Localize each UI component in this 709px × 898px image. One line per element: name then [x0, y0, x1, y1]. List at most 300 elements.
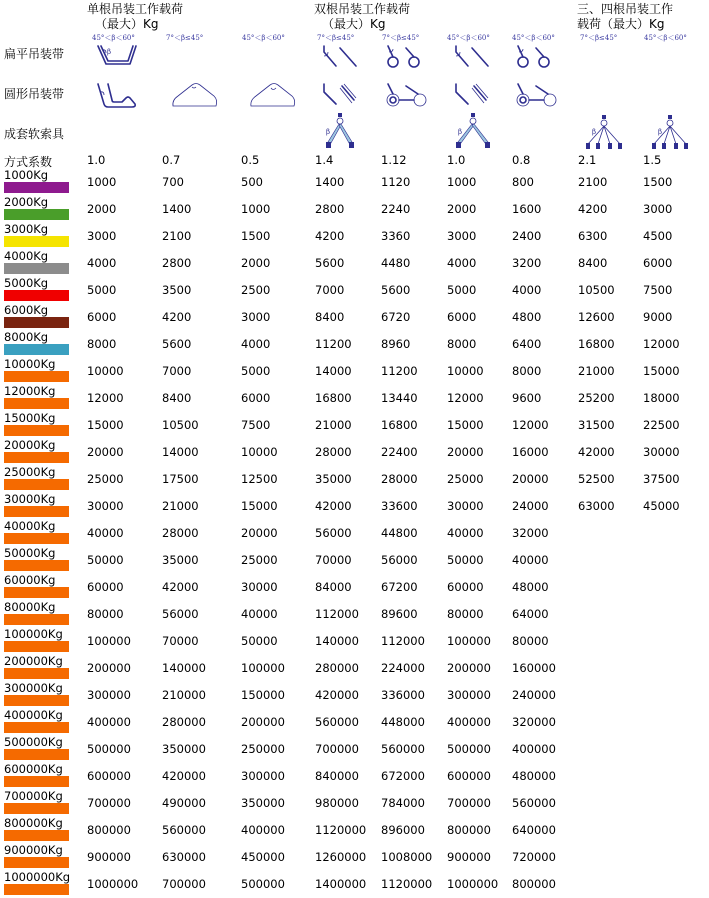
load-value-cell: 5600 [315, 256, 345, 270]
load-value-cell: 40000 [241, 607, 278, 621]
load-value-cell: 37500 [643, 472, 680, 486]
four-leg-chain-icon [650, 114, 690, 150]
load-value-cell: 6000 [241, 391, 271, 405]
load-value-cell: 42000 [578, 445, 615, 459]
mode-factor-value: 2.1 [578, 153, 597, 167]
load-value-cell: 1120 [381, 175, 411, 189]
capacity-color-swatch [4, 749, 69, 760]
capacity-label: 3000Kg [4, 222, 49, 236]
load-value-cell: 35000 [162, 553, 199, 567]
capacity-label: 4000Kg [4, 249, 49, 263]
two-leg-chain-icon [322, 112, 362, 150]
load-value-cell: 2000 [447, 202, 477, 216]
load-value-cell: 64000 [512, 607, 549, 621]
load-value-cell: 1500 [643, 175, 673, 189]
double-leg-header-line2: （最大）Kg [322, 17, 386, 31]
load-value-cell: 1400 [162, 202, 192, 216]
load-value-cell: 400000 [241, 823, 285, 837]
single-leg-header [87, 2, 183, 32]
load-value-cell: 52500 [578, 472, 615, 486]
angle-label: 7°＜β≤45° [382, 34, 420, 42]
load-value-cell: 80000 [87, 607, 124, 621]
mode-factor-value: 0.8 [512, 153, 531, 167]
angle-label: 7°＜β≤45° [580, 34, 618, 42]
load-value-cell: 800000 [87, 823, 131, 837]
load-value-cell: 10000 [241, 445, 278, 459]
load-value-cell: 500000 [87, 742, 131, 756]
load-value-cell: 150000 [241, 688, 285, 702]
capacity-label: 400000Kg [4, 708, 63, 722]
capacity-label: 1000Kg [4, 168, 49, 182]
capacity-label: 600000Kg [4, 762, 63, 776]
load-value-cell: 2500 [241, 283, 271, 297]
load-value-cell: 224000 [381, 661, 425, 675]
load-value-cell: 15000 [87, 418, 124, 432]
capacity-color-swatch [4, 479, 69, 490]
load-value-cell: 300000 [447, 688, 491, 702]
load-value-cell: 16800 [315, 391, 352, 405]
capacity-color-swatch [4, 344, 69, 355]
load-value-cell: 28000 [381, 472, 418, 486]
load-value-cell: 70000 [162, 634, 199, 648]
load-value-cell: 2400 [512, 229, 542, 243]
round-sling-double-icon [320, 80, 365, 110]
load-value-cell: 4000 [512, 283, 542, 297]
load-value-cell: 2240 [381, 202, 411, 216]
load-value-cell: 784000 [381, 796, 425, 810]
load-value-cell: 40000 [512, 553, 549, 567]
capacity-color-swatch [4, 803, 69, 814]
load-value-cell: 6720 [381, 310, 411, 324]
load-value-cell: 1008000 [381, 850, 433, 864]
round-sling-basket-icon [92, 80, 142, 110]
load-value-cell: 9000 [643, 310, 673, 324]
load-value-cell: 33600 [381, 499, 418, 513]
load-value-cell: 22500 [643, 418, 680, 432]
load-value-cell: 320000 [512, 715, 556, 729]
rigging-set-label: 成套软索具 [4, 127, 65, 141]
load-value-cell: 1600 [512, 202, 542, 216]
capacity-label: 20000Kg [4, 438, 56, 452]
load-value-cell: 210000 [162, 688, 206, 702]
mode-factor-label: 方式系数 [4, 155, 53, 169]
load-value-cell: 10000 [447, 364, 484, 378]
multi-leg-header [577, 2, 673, 32]
load-value-cell: 28000 [315, 445, 352, 459]
capacity-color-swatch [4, 722, 69, 733]
angle-label: 7°＜β≤45° [317, 34, 355, 42]
load-value-cell: 2000 [241, 256, 271, 270]
load-value-cell: 12000 [447, 391, 484, 405]
capacity-color-swatch [4, 425, 69, 436]
multi-leg-header-line2: 载荷（最大）Kg [577, 17, 665, 31]
capacity-color-swatch [4, 560, 69, 571]
capacity-color-swatch [4, 695, 69, 706]
multi-leg-header-line1: 三、四根吊装工作 [577, 2, 674, 16]
load-value-cell: 336000 [381, 688, 425, 702]
load-value-cell: 50000 [447, 553, 484, 567]
load-value-cell: 8000 [87, 337, 117, 351]
capacity-color-swatch [4, 398, 69, 409]
load-value-cell: 10500 [578, 283, 615, 297]
angle-label: 45°＜β＜60° [512, 34, 555, 42]
mode-factor-value: 0.7 [162, 153, 181, 167]
load-value-cell: 400000 [512, 742, 556, 756]
load-value-cell: 280000 [162, 715, 206, 729]
load-value-cell: 1000 [241, 202, 271, 216]
round-sling-basket-wide-icon [170, 80, 220, 110]
load-value-cell: 70000 [315, 553, 352, 567]
load-value-cell: 56000 [162, 607, 199, 621]
load-value-cell: 40000 [87, 526, 124, 540]
load-value-cell: 7000 [315, 283, 345, 297]
load-value-cell: 12000 [87, 391, 124, 405]
load-value-cell: 140000 [315, 634, 359, 648]
capacity-color-swatch [4, 236, 69, 247]
load-value-cell: 8400 [162, 391, 192, 405]
load-value-cell: 6400 [512, 337, 542, 351]
load-value-cell: 8400 [315, 310, 345, 324]
mode-factor-value: 1.0 [447, 153, 466, 167]
load-value-cell: 12000 [512, 418, 549, 432]
load-value-cell: 3360 [381, 229, 411, 243]
capacity-color-swatch [4, 776, 69, 787]
flat-sling-double-choker-icon [384, 42, 429, 70]
load-value-cell: 1400 [315, 175, 345, 189]
load-value-cell: 20000 [512, 472, 549, 486]
load-value-cell: 4480 [381, 256, 411, 270]
load-value-cell: 1260000 [315, 850, 367, 864]
load-value-cell: 17500 [162, 472, 199, 486]
capacity-label: 5000Kg [4, 276, 49, 290]
load-value-cell: 672000 [381, 769, 425, 783]
capacity-label: 25000Kg [4, 465, 56, 479]
load-value-cell: 700000 [447, 796, 491, 810]
load-value-cell: 48000 [512, 580, 549, 594]
load-value-cell: 800000 [512, 877, 556, 891]
load-value-cell: 16800 [381, 418, 418, 432]
load-value-cell: 600000 [87, 769, 131, 783]
load-value-cell: 300000 [87, 688, 131, 702]
load-value-cell: 500000 [241, 877, 285, 891]
load-value-cell: 4000 [87, 256, 117, 270]
angle-label: 45°＜β＜60° [242, 34, 285, 42]
angle-label: 45°＜β＜60° [447, 34, 490, 42]
round-sling-double-icon [452, 80, 497, 110]
load-value-cell: 490000 [162, 796, 206, 810]
capacity-color-swatch [4, 182, 69, 193]
load-value-cell: 200000 [87, 661, 131, 675]
load-value-cell: 22400 [381, 445, 418, 459]
load-value-cell: 4200 [578, 202, 608, 216]
four-leg-chain-icon [584, 114, 624, 150]
capacity-label: 8000Kg [4, 330, 49, 344]
load-value-cell: 30000 [643, 445, 680, 459]
load-value-cell: 980000 [315, 796, 359, 810]
load-value-cell: 450000 [241, 850, 285, 864]
load-value-cell: 89600 [381, 607, 418, 621]
load-value-cell: 6000 [447, 310, 477, 324]
load-value-cell: 420000 [315, 688, 359, 702]
capacity-label: 1000000Kg [4, 870, 71, 884]
load-value-cell: 700000 [162, 877, 206, 891]
load-value-cell: 300000 [241, 769, 285, 783]
load-value-cell: 25000 [447, 472, 484, 486]
load-value-cell: 3000 [87, 229, 117, 243]
two-leg-chain-icon [452, 112, 497, 150]
load-value-cell: 480000 [512, 769, 556, 783]
load-value-cell: 5600 [381, 283, 411, 297]
load-value-cell: 2800 [162, 256, 192, 270]
load-value-cell: 7500 [643, 283, 673, 297]
load-value-cell: 15000 [447, 418, 484, 432]
capacity-color-swatch [4, 884, 69, 895]
mode-factor-value: 1.4 [315, 153, 334, 167]
capacity-color-swatch [4, 614, 69, 625]
load-value-cell: 21000 [578, 364, 615, 378]
angle-label: 7°＜β≤45° [166, 34, 204, 42]
load-value-cell: 5000 [87, 283, 117, 297]
load-value-cell: 63000 [578, 499, 615, 513]
load-value-cell: 5600 [162, 337, 192, 351]
load-value-cell: 896000 [381, 823, 425, 837]
load-value-cell: 80000 [447, 607, 484, 621]
load-value-cell: 280000 [315, 661, 359, 675]
capacity-color-swatch [4, 857, 69, 868]
load-value-cell: 30000 [241, 580, 278, 594]
load-value-cell: 900000 [87, 850, 131, 864]
load-value-cell: 6000 [643, 256, 673, 270]
capacity-label: 15000Kg [4, 411, 56, 425]
capacity-label: 2000Kg [4, 195, 49, 209]
load-value-cell: 4000 [241, 337, 271, 351]
load-value-cell: 5000 [241, 364, 271, 378]
load-value-cell: 60000 [447, 580, 484, 594]
load-value-cell: 640000 [512, 823, 556, 837]
load-value-cell: 16000 [512, 445, 549, 459]
capacity-label: 300000Kg [4, 681, 63, 695]
load-value-cell: 4200 [162, 310, 192, 324]
capacity-label: 200000Kg [4, 654, 63, 668]
load-value-cell: 400000 [87, 715, 131, 729]
capacity-label: 700000Kg [4, 789, 63, 803]
load-value-cell: 3000 [241, 310, 271, 324]
load-value-cell: 56000 [315, 526, 352, 540]
capacity-color-swatch [4, 371, 69, 382]
load-value-cell: 24000 [512, 499, 549, 513]
load-value-cell: 60000 [87, 580, 124, 594]
load-value-cell: 84000 [315, 580, 352, 594]
flat-sling-double-choker-icon [514, 42, 559, 70]
load-value-cell: 240000 [512, 688, 556, 702]
single-leg-header-line1: 单根吊装工作载荷 [87, 2, 184, 16]
double-leg-header-line1: 双根吊装工作载荷 [314, 2, 411, 16]
load-value-cell: 42000 [315, 499, 352, 513]
flat-sling-single-icon [92, 42, 142, 70]
load-value-cell: 6000 [87, 310, 117, 324]
mode-factor-value: 1.0 [87, 153, 106, 167]
beta-symbol: β [458, 128, 463, 136]
capacity-color-swatch [4, 317, 69, 328]
beta-symbol: β [658, 128, 663, 136]
load-value-cell: 630000 [162, 850, 206, 864]
load-value-cell: 12600 [578, 310, 615, 324]
load-value-cell: 11200 [315, 337, 352, 351]
capacity-label: 60000Kg [4, 573, 56, 587]
load-value-cell: 1120000 [381, 877, 433, 891]
load-value-cell: 35000 [315, 472, 352, 486]
load-value-cell: 2000 [87, 202, 117, 216]
load-value-cell: 560000 [512, 796, 556, 810]
load-value-cell: 100000 [447, 634, 491, 648]
load-value-cell: 700000 [315, 742, 359, 756]
load-value-cell: 448000 [381, 715, 425, 729]
load-value-cell: 20000 [241, 526, 278, 540]
flat-sling-label: 扁平吊装带 [4, 47, 65, 61]
load-value-cell: 3000 [643, 202, 673, 216]
beta-symbol: β [107, 48, 112, 56]
load-value-cell: 28000 [162, 526, 199, 540]
load-value-cell: 25000 [241, 553, 278, 567]
load-value-cell: 800000 [447, 823, 491, 837]
load-value-cell: 50000 [87, 553, 124, 567]
load-value-cell: 420000 [162, 769, 206, 783]
load-value-cell: 16800 [578, 337, 615, 351]
load-value-cell: 720000 [512, 850, 556, 864]
load-value-cell: 1000 [447, 175, 477, 189]
load-value-cell: 7500 [241, 418, 271, 432]
load-value-cell: 50000 [241, 634, 278, 648]
load-value-cell: 500 [241, 175, 263, 189]
load-value-cell: 31500 [578, 418, 615, 432]
round-sling-basket-wide-icon [248, 80, 298, 110]
load-value-cell: 700 [162, 175, 184, 189]
load-value-cell: 5000 [447, 283, 477, 297]
capacity-color-swatch [4, 263, 69, 274]
capacity-label: 500000Kg [4, 735, 63, 749]
load-value-cell: 42000 [162, 580, 199, 594]
load-value-cell: 1400000 [315, 877, 367, 891]
load-value-cell: 500000 [447, 742, 491, 756]
load-value-cell: 21000 [162, 499, 199, 513]
capacity-label: 10000Kg [4, 357, 56, 371]
capacity-color-swatch [4, 587, 69, 598]
load-value-cell: 700000 [87, 796, 131, 810]
load-value-cell: 8400 [578, 256, 608, 270]
load-value-cell: 400000 [447, 715, 491, 729]
load-value-cell: 840000 [315, 769, 359, 783]
round-sling-double-choker-icon [514, 80, 564, 110]
single-leg-header-line2: （最大）Kg [95, 17, 159, 31]
load-value-cell: 32000 [512, 526, 549, 540]
flat-sling-double-angled-icon [452, 42, 492, 70]
mode-factor-value: 1.12 [381, 153, 407, 167]
load-value-cell: 67200 [381, 580, 418, 594]
load-value-cell: 1120000 [315, 823, 367, 837]
load-value-cell: 30000 [447, 499, 484, 513]
load-value-cell: 200000 [447, 661, 491, 675]
load-value-cell: 350000 [241, 796, 285, 810]
load-value-cell: 560000 [381, 742, 425, 756]
capacity-label: 40000Kg [4, 519, 56, 533]
capacity-label: 900000Kg [4, 843, 63, 857]
load-value-cell: 3000 [447, 229, 477, 243]
load-value-cell: 12000 [643, 337, 680, 351]
load-value-cell: 18000 [643, 391, 680, 405]
capacity-label: 12000Kg [4, 384, 56, 398]
capacity-label: 6000Kg [4, 303, 49, 317]
load-value-cell: 1000000 [447, 877, 499, 891]
capacity-color-swatch [4, 641, 69, 652]
round-sling-double-choker-icon [384, 80, 434, 110]
load-value-cell: 20000 [447, 445, 484, 459]
load-value-cell: 56000 [381, 553, 418, 567]
load-value-cell: 20000 [87, 445, 124, 459]
load-value-cell: 112000 [315, 607, 359, 621]
load-value-cell: 10000 [87, 364, 124, 378]
load-value-cell: 160000 [512, 661, 556, 675]
load-value-cell: 25200 [578, 391, 615, 405]
load-value-cell: 350000 [162, 742, 206, 756]
load-value-cell: 600000 [447, 769, 491, 783]
load-value-cell: 1500 [241, 229, 271, 243]
load-value-cell: 2800 [315, 202, 345, 216]
load-value-cell: 8000 [447, 337, 477, 351]
load-value-cell: 15000 [241, 499, 278, 513]
load-value-cell: 7000 [162, 364, 192, 378]
capacity-color-swatch [4, 668, 69, 679]
angle-label: 45°＜β＜60° [644, 34, 687, 42]
load-value-cell: 44800 [381, 526, 418, 540]
load-value-cell: 80000 [512, 634, 549, 648]
load-value-cell: 12500 [241, 472, 278, 486]
load-value-cell: 11200 [381, 364, 418, 378]
round-sling-label: 圆形吊装带 [4, 87, 65, 101]
capacity-color-swatch [4, 452, 69, 463]
load-value-cell: 3500 [162, 283, 192, 297]
capacity-label: 50000Kg [4, 546, 56, 560]
load-value-cell: 800 [512, 175, 534, 189]
capacity-color-swatch [4, 830, 69, 841]
beta-symbol: β [326, 128, 331, 136]
load-value-cell: 21000 [315, 418, 352, 432]
mode-factor-value: 1.5 [643, 153, 662, 167]
load-value-cell: 2100 [162, 229, 192, 243]
capacity-color-swatch [4, 290, 69, 301]
load-value-cell: 6300 [578, 229, 608, 243]
load-value-cell: 1000 [87, 175, 117, 189]
load-value-cell: 25000 [87, 472, 124, 486]
angle-label: 45°＜β＜60° [92, 34, 135, 42]
load-value-cell: 8000 [512, 364, 542, 378]
load-value-cell: 112000 [381, 634, 425, 648]
load-value-cell: 3200 [512, 256, 542, 270]
load-value-cell: 14000 [315, 364, 352, 378]
load-value-cell: 45000 [643, 499, 680, 513]
load-value-cell: 4200 [315, 229, 345, 243]
load-value-cell: 560000 [315, 715, 359, 729]
load-value-cell: 15000 [643, 364, 680, 378]
double-leg-header [314, 2, 410, 32]
capacity-color-swatch [4, 506, 69, 517]
load-value-cell: 140000 [162, 661, 206, 675]
capacity-label: 800000Kg [4, 816, 63, 830]
load-value-cell: 1000000 [87, 877, 139, 891]
capacity-label: 30000Kg [4, 492, 56, 506]
load-value-cell: 560000 [162, 823, 206, 837]
capacity-label: 100000Kg [4, 627, 63, 641]
load-value-cell: 100000 [241, 661, 285, 675]
